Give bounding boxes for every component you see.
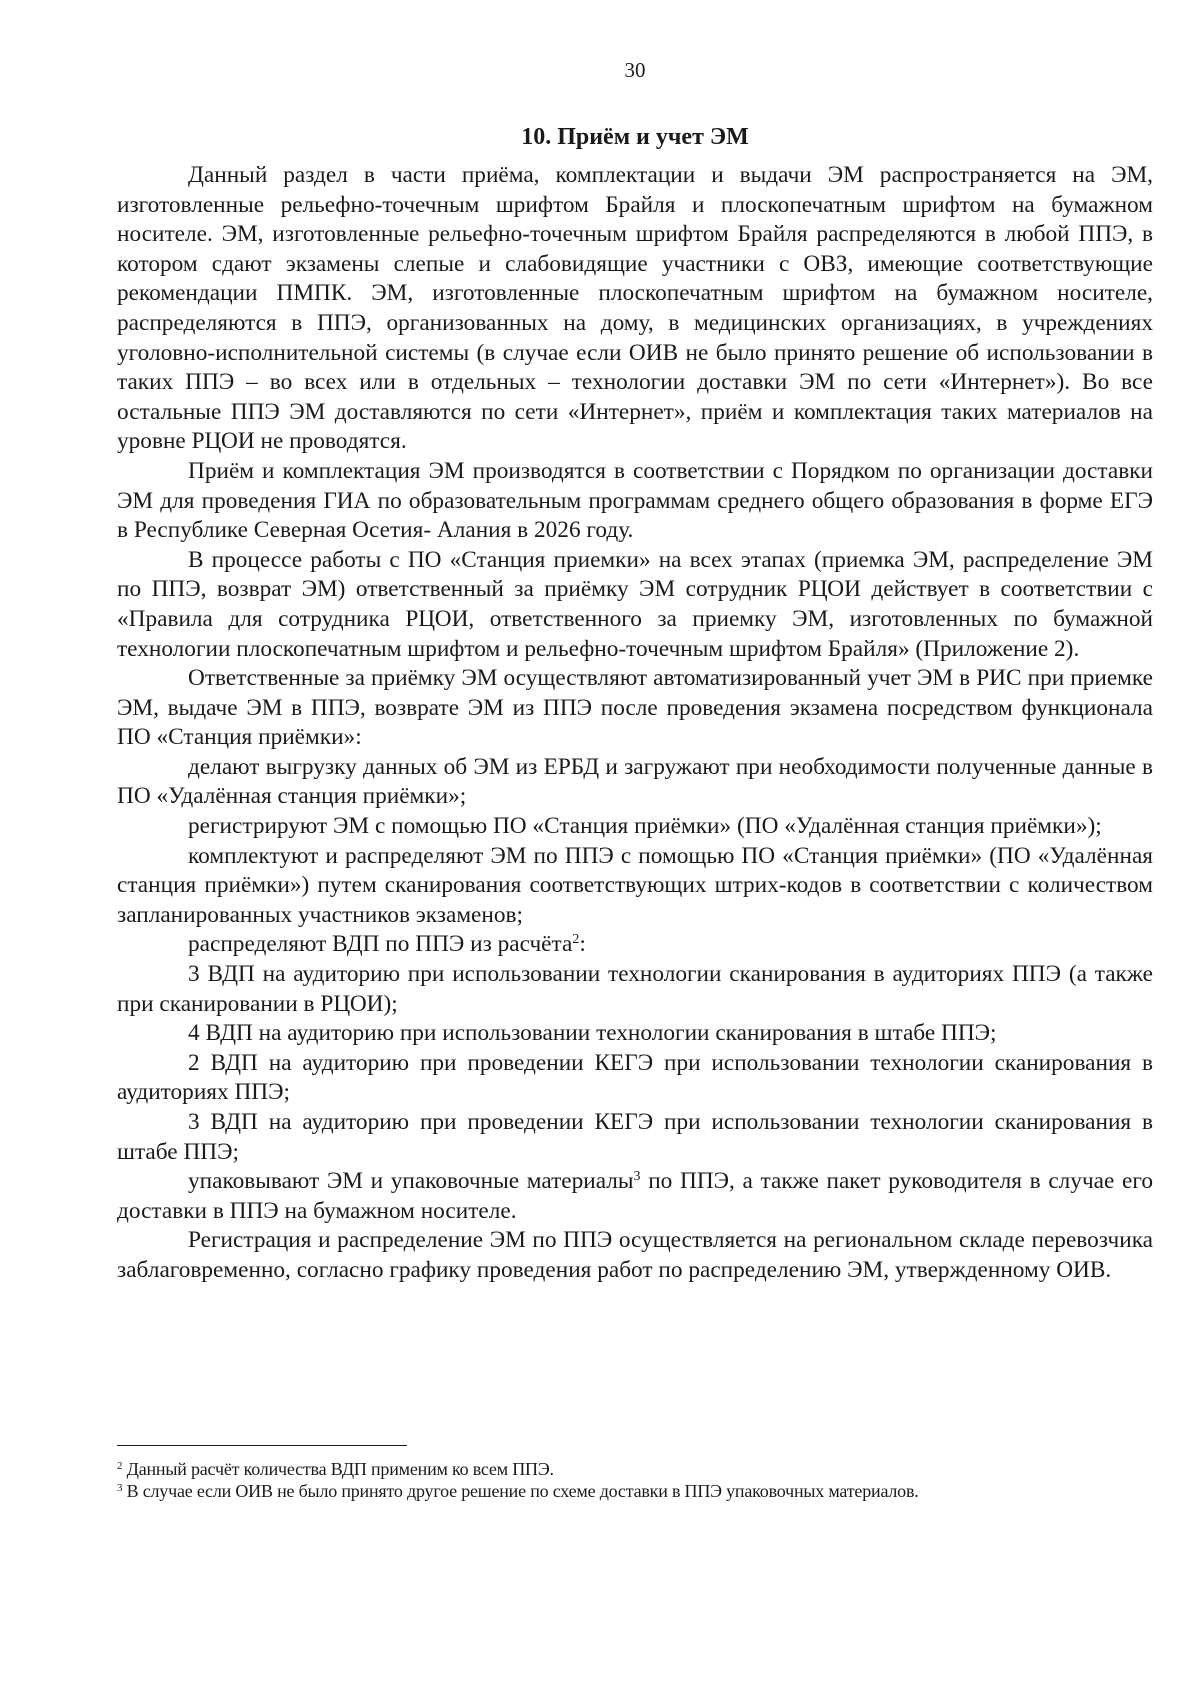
footnote-divider — [117, 1445, 407, 1446]
vdp-item-kege-aud: 2 ВДП на аудиторию при проведении КЕГЭ при использовании технологии сканирования в аудиториях ППЭ; — [117, 1049, 1153, 1106]
document-page — [117, 0, 1153, 1697]
body-text — [117, 161, 1153, 1286]
vdp-item-aud-scanning: 3 ВДП на аудиторию при использовании технологии сканирования в аудиториях ППЭ (а также при сканировании в РЦОИ); — [117, 961, 1153, 1017]
paragraph-closing: Регистрация и распределение ЭМ по ППЭ осуществляется на региональном складе перевозчика заблаговременно, согласно графику проведения работ по распределению ЭМ, утвержденному ОИВ. — [117, 1227, 1153, 1283]
footnote-text-3: В случае если ОИВ не было принято другое решение по схеме доставки в ППЭ упаковочных материалов. — [122, 1481, 919, 1501]
footnote-marker-3: 3 — [117, 1482, 123, 1494]
list-item-vdp-intro — [117, 930, 1153, 960]
vdp-intro-colon: : — [579, 931, 586, 958]
footnote-ref-3[interactable]: 3 — [633, 1169, 641, 1185]
list-item-data-export: делают выгрузку данных об ЭМ из ЕРБД и загружают при необходимости полученные данные в ПО «Удалённая станция приёмки»; — [117, 753, 1153, 810]
packing-text-end: по ППЭ, а также пакет руководителя в случае его доставки в ППЭ на бумажном носителе. — [117, 1168, 1153, 1224]
vdp-item-kege-hq: 3 ВДП на аудиторию при проведении КЕГЭ при использовании технологии сканирования в штабе ППЭ; — [117, 1109, 1153, 1165]
paragraph-station-software: В процессе работы с ПО «Станция приемки» на всех этапах (приемка ЭМ, распределение ЭМ по ППЭ, возврат ЭМ) ответственный за приёмку ЭМ сотрудник РЦОИ действует в соответствии с «Правила для сотрудника РЦОИ, ответственного за приемку ЭМ, изготовленных по бумажной технологии плоскопечатным шрифтом и рельефно-точечным шрифтом Брайля» (Приложение 2). — [117, 546, 1153, 662]
footnote-marker-2: 2 — [117, 1460, 123, 1472]
vdp-item-hq-scanning: 4 ВДП на аудиторию при использовании технологии сканирования в штабе ППЭ; — [188, 1020, 997, 1047]
footnote-3 — [117, 1480, 1153, 1502]
footnote-ref-2[interactable]: 2 — [572, 932, 580, 948]
packing-text: упаковывают ЭМ и упаковочные материалы — [188, 1168, 634, 1195]
list-item-registration: регистрируют ЭМ с помощью ПО «Станция приёмки» (ПО «Удалённая станция приёмки»); — [188, 813, 1102, 840]
footnote-text-2: Данный расчёт количества ВДП применим ко всем ППЭ. — [122, 1459, 554, 1479]
list-item-distribution: комплектуют и распределяют ЭМ по ППЭ с помощью ПО «Станция приёмки» (ПО «Удалённая станция приёмки») путем сканирования соответствующих штрих-кодов в соответствии с количеством запланированных участников экзаменов; — [117, 842, 1153, 928]
paragraph-scope: Данный раздел в части приёма, комплектации и выдачи ЭМ распространяется на ЭМ, изготовленные рельефно-точечным шрифтом Брайля и плоскопечатным шрифтом на бумажном носителе. ЭМ, изготовленные рельефно-точечным шрифтом Брайля распределяются в любой ППЭ, в котором сдают экзамены слепые и слабовидящие участники с ОВЗ, имеющие соответствующие рекомендации ПМПК. ЭМ, изготовленные плоскопечатным шрифтом на бумажном носителе, распределяются в ППЭ, организованных на дому, в медицинских организациях, в учреждениях уголовно-исполнительной системы (в случае если ОИВ не было принято решение об использовании в таких ППЭ – во всех или в отдельных – технологии доставки ЭМ по сети «Интернет»). Во все остальные ППЭ ЭМ доставляются по сети «Интернет», приём и комплектация таких материалов на уровне РЦОИ не проводятся. — [117, 162, 1153, 455]
paragraph-automated-accounting: Ответственные за приёмку ЭМ осуществляют автоматизированный учет ЭМ в РИС при приемке ЭМ, выдаче ЭМ в ППЭ, возврате ЭМ из ППЭ после проведения экзамена посредством функционала ПО «Станция приёмки»: — [117, 665, 1153, 751]
paragraph-reception-order: Приём и комплектация ЭМ производятся в соответствии с Порядком по организации доставки ЭМ для проведения ГИА по образовательным программам среднего общего образования в форме ЕГЭ в Республике Северная Осетия- Алания в 2026 году. — [117, 457, 1153, 544]
section-title: 10. Приём и учет ЭМ — [521, 124, 749, 150]
list-item-packing — [117, 1167, 1153, 1226]
footnote-2 — [117, 1458, 1153, 1480]
page-number: 30 — [624, 58, 646, 82]
footnotes — [117, 1458, 1153, 1502]
vdp-intro-text: распределяют ВДП по ППЭ из расчёта — [188, 931, 573, 958]
